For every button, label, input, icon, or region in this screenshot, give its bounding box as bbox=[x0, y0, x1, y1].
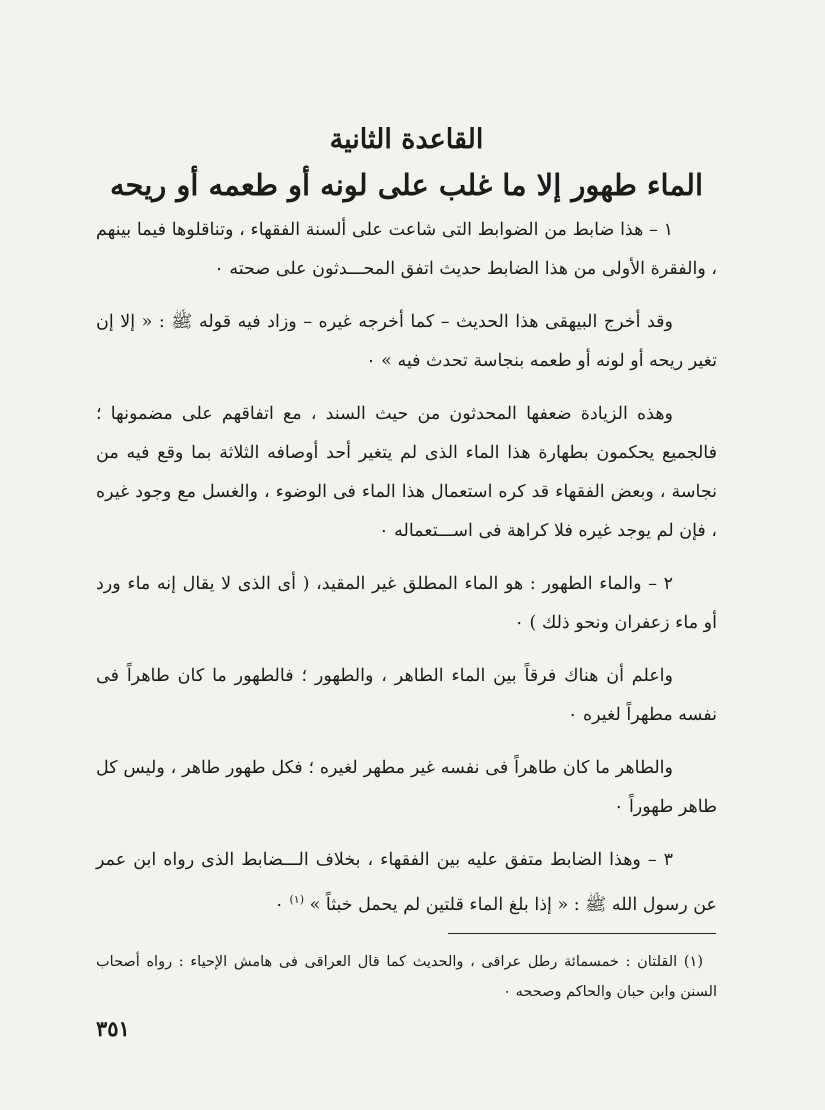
paragraph-6: والطاهر ما كان طاهراً فى نفسه غير مطهر لغيره ؛ فكل طهور طاهر ، وليس كل طاهر طهوراً ٠ bbox=[96, 758, 717, 818]
paragraph-2: وقد أخرج البيهقى هذا الحديث – كما أخرجه غيره – وزاد فيه قوله ﷺ : « إلا إن تغير ريحه أو لونه أو طعمه بنجاسة تحدث فيه » ٠ bbox=[96, 312, 717, 372]
footnote-separator bbox=[448, 933, 716, 934]
footnote: (١) القلتان : خمسمائة رطل عراقى ، والحديث كما قال العراقى فى هامش الإحياء : رواه أصحاب السنن وابن حبان والحاكم وصححه ٠ bbox=[96, 954, 717, 1000]
page-content bbox=[96, 120, 717, 935]
footnote-reference: (١) bbox=[289, 893, 305, 907]
rule-title: القاعدة الثانية bbox=[329, 124, 484, 155]
paragraph-7 bbox=[96, 841, 717, 935]
rule-statement: الماء طهور إلا ما غلب على لونه أو طعمه أو ريحه bbox=[109, 168, 704, 203]
page-number: ٣٥١ bbox=[96, 1016, 130, 1041]
paragraph-4: ٢ – والماء الطهور : هو الماء المطلق غير المقيد، ( أى الذى لا يقال إنه ماء ورد أو ماء زعفران ونحو ذلك ) ٠ bbox=[96, 574, 717, 634]
paragraph-3: وهذه الزيادة ضعفها المحدثون من حيث السند ، مع اتفاقهم على مضمونها ؛ فالجميع يحكمون بطهارة هذا الماء الذى لم يتغير أحد أوصافه الثلاثة بما وقع فيه من نجاسة ، وبعض الفقهاء قد كره استعمال هذا الماء فى الوضوء ، والغسل مع وجود غيره ، فإن لم يوجد غيره فلا كراهة فى اســـتعماله ٠ bbox=[96, 404, 717, 542]
paragraph-7-end: ٠ bbox=[274, 895, 284, 916]
paragraph-1: ١ – هذا ضابط من الضوابط التى شاعت على ألسنة الفقهاء ، وتناقلوها فيما بينهم ، والفقرة الأولى من هذا الضابط حديث اتفق المحـــدثون على صحته ٠ bbox=[96, 220, 717, 280]
paragraph-5: واعلم أن هناك فرقاً بين الماء الطاهر ، والطهور ؛ فالطهور ما كان طاهراً فى نفسه مطهراً لغيره ٠ bbox=[96, 666, 717, 726]
paragraph-7-text: ٣ – وهذا الضابط متفق عليه بين الفقهاء ، بخلاف الـــضابط الذى رواه ابن عمر عن رسول الله ﷺ : « إذا بلغ الماء قلتين لم يحمل خبثاً » bbox=[96, 850, 717, 916]
